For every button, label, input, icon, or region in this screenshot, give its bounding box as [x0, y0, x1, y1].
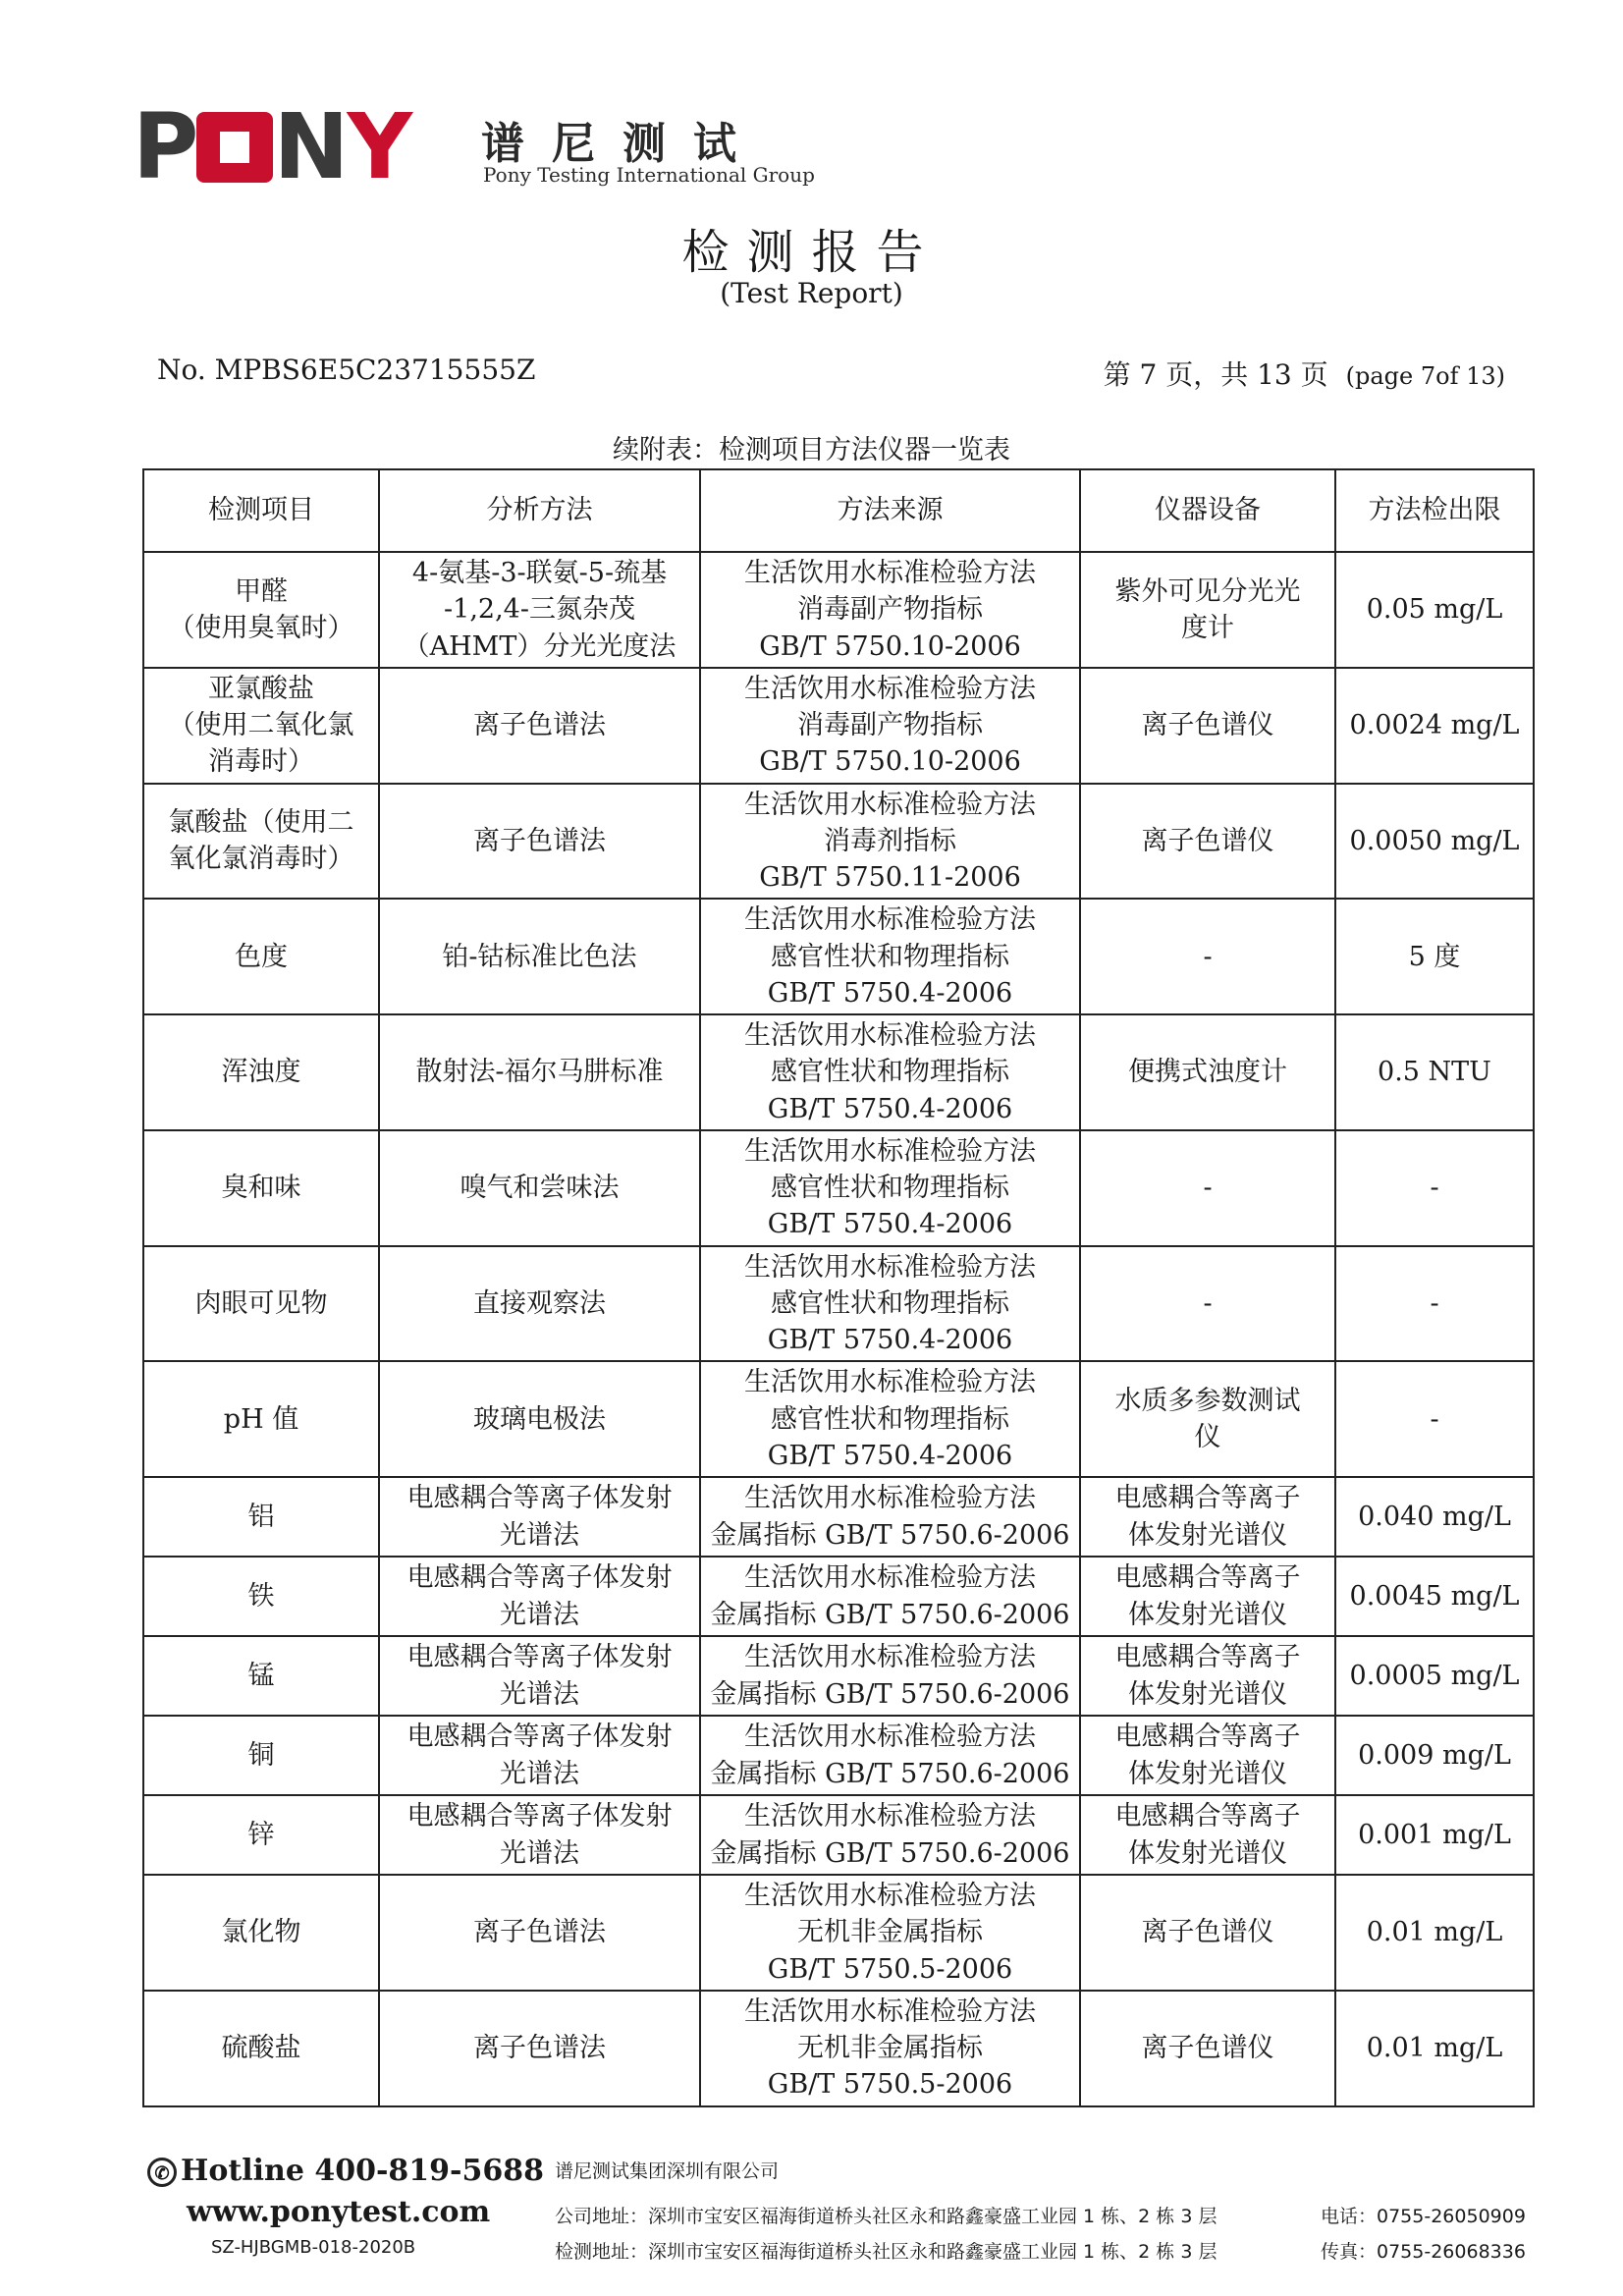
cell-method: 离子色谱法	[379, 784, 700, 900]
cell-limit: 0.0045 mg/L	[1335, 1557, 1534, 1636]
cell-item: 锌	[143, 1795, 379, 1875]
cell-method: 电感耦合等离子体发射 光谱法	[379, 1477, 700, 1557]
cell-source: 生活饮用水标准检验方法 消毒副产物指标 GB/T 5750.10-2006	[700, 552, 1080, 668]
cell-method: 电感耦合等离子体发射 光谱法	[379, 1636, 700, 1716]
cell-instrument: 电感耦合等离子 体发射光谱仪	[1080, 1716, 1335, 1795]
cell-item: 锰	[143, 1636, 379, 1716]
cell-method: 铂-钴标准比色法	[379, 899, 700, 1014]
cell-method: 离子色谱法	[379, 668, 700, 784]
form-code: SZ-HJBGMB-018-2020B	[211, 2237, 416, 2258]
website: www.ponytest.com	[187, 2195, 491, 2229]
cell-item: 氯酸盐（使用二 氧化氯消毒时）	[143, 784, 379, 900]
report-number: No. MPBS6E5C23715555Z	[157, 354, 536, 386]
cell-limit: 5 度	[1335, 899, 1534, 1014]
cell-item: 氯化物	[143, 1875, 379, 1991]
cell-instrument: 紫外可见分光光 度计	[1080, 552, 1335, 668]
table-caption: 续附表：检测项目方法仪器一览表	[613, 435, 1010, 465]
cell-method: 散射法-福尔马肼标准	[379, 1014, 700, 1130]
cell-instrument: 电感耦合等离子 体发射光谱仪	[1080, 1557, 1335, 1636]
fax: 传真：0755-26068336	[1321, 2241, 1526, 2263]
logo-o-mark	[196, 112, 273, 183]
cell-instrument: -	[1080, 1130, 1335, 1246]
header-instrument: 仪器设备	[1080, 469, 1335, 552]
cell-item: pH 值	[143, 1361, 379, 1477]
table-row	[143, 1991, 1534, 2106]
cell-limit: 0.040 mg/L	[1335, 1477, 1534, 1557]
cell-source: 生活饮用水标准检验方法 消毒剂指标 GB/T 5750.11-2006	[700, 784, 1080, 900]
header-source: 方法来源	[700, 469, 1080, 552]
cell-item: 肉眼可见物	[143, 1246, 379, 1362]
cell-source: 生活饮用水标准检验方法 金属指标 GB/T 5750.6-2006	[700, 1636, 1080, 1716]
cell-item: 铜	[143, 1716, 379, 1795]
cell-source: 生活饮用水标准检验方法 感官性状和物理指标 GB/T 5750.4-2006	[700, 1361, 1080, 1477]
cell-method: 电感耦合等离子体发射 光谱法	[379, 1716, 700, 1795]
table-row	[143, 1795, 1534, 1875]
cell-instrument: 离子色谱仪	[1080, 1875, 1335, 1991]
cell-item: 色度	[143, 899, 379, 1014]
cell-item: 硫酸盐	[143, 1991, 379, 2106]
testing-address: 检测地址：深圳市宝安区福海街道桥头社区永和路鑫豪盛工业园 1 栋、2 栋 3 层	[555, 2241, 1217, 2263]
cell-method: 离子色谱法	[379, 1875, 700, 1991]
cell-item: 甲醛 （使用臭氧时）	[143, 552, 379, 668]
cell-source: 生活饮用水标准检验方法 感官性状和物理指标 GB/T 5750.4-2006	[700, 1130, 1080, 1246]
table-row	[143, 1246, 1534, 1362]
phone-icon: ✆	[147, 2158, 177, 2187]
cell-limit: 0.0024 mg/L	[1335, 668, 1534, 784]
cell-limit: 0.5 NTU	[1335, 1014, 1534, 1130]
cell-limit: -	[1335, 1246, 1534, 1362]
methods-table	[142, 468, 1535, 2107]
report-title: 检测报告	[681, 225, 942, 280]
brand-name-en: Pony Testing International Group	[483, 163, 815, 187]
cell-source: 生活饮用水标准检验方法 感官性状和物理指标 GB/T 5750.4-2006	[700, 899, 1080, 1014]
hotline	[147, 2154, 544, 2188]
header-limit: 方法检出限	[1335, 469, 1534, 552]
cell-item: 浑浊度	[143, 1014, 379, 1130]
table-row	[143, 1875, 1534, 1991]
cell-source: 生活饮用水标准检验方法 金属指标 GB/T 5750.6-2006	[700, 1716, 1080, 1795]
cell-source: 生活饮用水标准检验方法 无机非金属指标 GB/T 5750.5-2006	[700, 1991, 1080, 2106]
cell-instrument: 水质多参数测试 仪	[1080, 1361, 1335, 1477]
table-row	[143, 899, 1534, 1014]
cell-limit: 0.01 mg/L	[1335, 1991, 1534, 2106]
cell-source: 生活饮用水标准检验方法 金属指标 GB/T 5750.6-2006	[700, 1557, 1080, 1636]
cell-limit: 0.0050 mg/L	[1335, 784, 1534, 900]
cell-item: 铁	[143, 1557, 379, 1636]
page-indicator-cn: 第 7 页，共 13 页	[1103, 358, 1328, 391]
cell-limit: 0.05 mg/L	[1335, 552, 1534, 668]
cell-method: 玻璃电极法	[379, 1361, 700, 1477]
table-row	[143, 668, 1534, 784]
cell-source: 生活饮用水标准检验方法 无机非金属指标 GB/T 5750.5-2006	[700, 1875, 1080, 1991]
cell-instrument: 电感耦合等离子 体发射光谱仪	[1080, 1636, 1335, 1716]
cell-limit: 0.009 mg/L	[1335, 1716, 1534, 1795]
page-indicator-en: (page 7of 13)	[1345, 362, 1505, 390]
cell-limit: 0.01 mg/L	[1335, 1875, 1534, 1991]
company-address: 公司地址：深圳市宝安区福海街道桥头社区永和路鑫豪盛工业园 1 栋、2 栋 3 层	[555, 2206, 1217, 2227]
table-body	[143, 552, 1534, 2106]
telephone: 电话：0755-26050909	[1321, 2206, 1526, 2227]
cell-instrument: 电感耦合等离子 体发射光谱仪	[1080, 1477, 1335, 1557]
cell-limit: 0.001 mg/L	[1335, 1795, 1534, 1875]
cell-method: 电感耦合等离子体发射 光谱法	[379, 1795, 700, 1875]
cell-item: 亚氯酸盐 （使用二氧化氯 消毒时）	[143, 668, 379, 784]
table-row	[143, 1014, 1534, 1130]
header-method: 分析方法	[379, 469, 700, 552]
cell-limit: -	[1335, 1130, 1534, 1246]
brand-name-cn: 谱尼测试	[481, 119, 764, 169]
cell-instrument: 电感耦合等离子 体发射光谱仪	[1080, 1795, 1335, 1875]
table-row	[143, 552, 1534, 668]
table-row	[143, 784, 1534, 900]
cell-source: 生活饮用水标准检验方法 感官性状和物理指标 GB/T 5750.4-2006	[700, 1246, 1080, 1362]
cell-limit: 0.0005 mg/L	[1335, 1636, 1534, 1716]
report-title-en: (Test Report)	[720, 277, 903, 309]
cell-instrument: 离子色谱仪	[1080, 784, 1335, 900]
cell-instrument: -	[1080, 899, 1335, 1014]
cell-source: 生活饮用水标准检验方法 金属指标 GB/T 5750.6-2006	[700, 1477, 1080, 1557]
cell-limit: -	[1335, 1361, 1534, 1477]
cell-source: 生活饮用水标准检验方法 感官性状和物理指标 GB/T 5750.4-2006	[700, 1014, 1080, 1130]
table-row	[143, 1477, 1534, 1557]
header-item: 检测项目	[143, 469, 379, 552]
table-row	[143, 1636, 1534, 1716]
cell-source: 生活饮用水标准检验方法 金属指标 GB/T 5750.6-2006	[700, 1795, 1080, 1875]
cell-method: 嗅气和尝味法	[379, 1130, 700, 1246]
cell-item: 铝	[143, 1477, 379, 1557]
cell-item: 臭和味	[143, 1130, 379, 1246]
cell-instrument: -	[1080, 1246, 1335, 1362]
table-row	[143, 1130, 1534, 1246]
page-indicator	[1104, 354, 1505, 393]
brand-logo: P NY	[133, 94, 411, 199]
hotline-text: Hotline 400-819-5688	[181, 2154, 544, 2188]
cell-instrument: 离子色谱仪	[1080, 668, 1335, 784]
table-row	[143, 1361, 1534, 1477]
cell-instrument: 离子色谱仪	[1080, 1991, 1335, 2106]
cell-method: 4-氨基-3-联氨-5-巯基 -1,2,4-三氮杂茂 （AHMT）分光光度法	[379, 552, 700, 668]
cell-method: 直接观察法	[379, 1246, 700, 1362]
table-row	[143, 1716, 1534, 1795]
table-row	[143, 1557, 1534, 1636]
cell-instrument: 便携式浊度计	[1080, 1014, 1335, 1130]
cell-method: 离子色谱法	[379, 1991, 700, 2106]
table-header-row	[143, 469, 1534, 552]
company-name: 谱尼测试集团深圳有限公司	[555, 2160, 780, 2182]
cell-source: 生活饮用水标准检验方法 消毒副产物指标 GB/T 5750.10-2006	[700, 668, 1080, 784]
cell-method: 电感耦合等离子体发射 光谱法	[379, 1557, 700, 1636]
